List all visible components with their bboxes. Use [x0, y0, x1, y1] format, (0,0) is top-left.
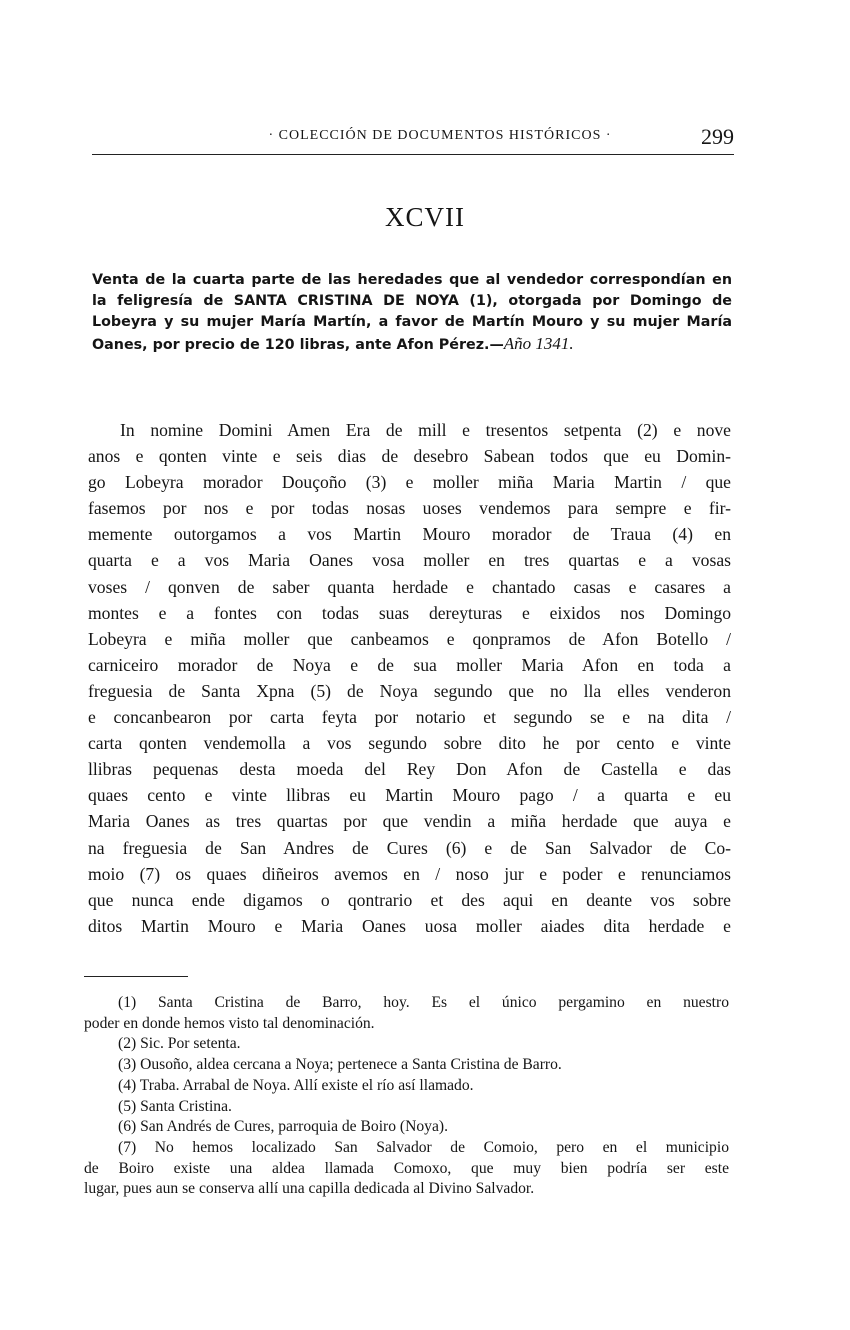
page-header — [92, 124, 734, 155]
body-line: freguesia de Santa Xpna (5) de Noya segundo que no lla elles venderon — [88, 680, 731, 701]
footnote-4: (4) Traba. Arrabal de Noya. Allí existe el río así llamado. — [118, 1076, 474, 1094]
body-line: e concanbearon por carta feyta por notario et segundo se e na dita / — [88, 707, 731, 728]
footnote-2: (2) Sic. Por setenta. — [118, 1035, 241, 1053]
body-line: fasemos por nos e por todas nosas uoses vendemos para sempre e fir- — [88, 498, 731, 519]
body-line: quaes cento e vinte llibras eu Martin Mouro pago / a quarta e eu — [88, 785, 731, 806]
footnote-7-continued: de Boiro existe una aldea llamada Comoxo, que muy bien podría ser este — [84, 1159, 729, 1177]
summary-text: Venta de la cuarta parte de las heredades que al vendedor correspondían en la feligresía de SANTA CRISTINA DE NOYA (1), otorgada por Domingo de Lobeyra y su mujer María Martín, a favor de Martín Mouro y su mujer María Oanes, por precio de 120 libras, ante Afon Pérez.— — [92, 272, 732, 353]
document-body — [88, 417, 731, 939]
body-line: moio (7) os quaes diñeiros avemos en / noso jur e poder e renunciamos — [88, 863, 731, 884]
footnote-3: (3) Ousoño, aldea cercana a Noya; pertenece a Santa Cristina de Barro. — [118, 1056, 562, 1074]
footnote-divider — [84, 976, 188, 977]
body-line: In nomine Domini Amen Era de mill e tresentos setpenta (2) e nove — [120, 420, 731, 440]
body-line: na freguesia de San Andres de Cures (6) e de San Salvador de Co- — [88, 837, 731, 858]
body-line: Lobeyra e miña moller que canbeamos e qonpramos de Afon Botello / — [88, 628, 731, 649]
body-line: anos e qonten vinte e seis dias de desebro Sabean todos que eu Domin- — [88, 446, 731, 467]
page-number: 299 — [701, 124, 734, 149]
footnote-5: (5) Santa Cristina. — [118, 1097, 232, 1115]
body-line: montes e a fontes con todas suas dereyturas e eixidos nos Domingo — [88, 602, 731, 623]
running-head: · COLECCIÓN DE DOCUMENTOS HISTÓRICOS · — [268, 128, 612, 143]
body-line: carta qonten vendemolla a vos segundo sobre dito he por cento e vinte — [88, 733, 731, 754]
body-line: ditos Martin Mouro e Maria Oanes uosa moller aiades dita herdade e — [88, 915, 731, 936]
footnotes — [84, 993, 729, 1200]
footnote-6: (6) San Andrés de Cures, parroquia de Boiro (Noya). — [118, 1118, 448, 1136]
footnote-1: (1) Santa Cristina de Barro, hoy. Es el único pergamino en nuestro — [118, 994, 729, 1011]
chapter-number: XCVII — [385, 202, 465, 232]
footnote-1-continued: poder en donde hemos visto tal denominación. — [84, 1014, 375, 1032]
summary-date: Año 1341. — [503, 334, 574, 353]
body-line: Maria Oanes as tres quartas por que vendin a miña herdade que auya e — [88, 811, 731, 832]
document-summary — [92, 270, 732, 356]
body-line: go Lobeyra morador Douçoño (3) e moller miña Maria Martin / que — [88, 472, 731, 493]
body-line: que nunca ende digamos o qontrario et des aqui en deante vos sobre — [88, 889, 731, 910]
footnote-7: (7) No hemos localizado San Salvador de Comoio, pero en el municipio — [118, 1138, 729, 1156]
body-line: quarta e a vos Maria Oanes vosa moller en tres quartas e a vosas — [88, 550, 731, 571]
footnote-7-continued: lugar, pues aun se conserva allí una capilla dedicada al Divino Salvador. — [84, 1180, 535, 1198]
body-line: llibras pequenas desta moeda del Rey Don Afon de Castella e das — [88, 759, 731, 780]
body-line: memente outorgamos a vos Martin Mouro morador de Traua (4) en — [88, 524, 731, 545]
body-line: voses / qonven de saber quanta herdade e chantado casas e casares a — [88, 576, 731, 597]
body-line: carniceiro morador de Noya e de sua moller Maria Afon en toda a — [88, 654, 731, 675]
